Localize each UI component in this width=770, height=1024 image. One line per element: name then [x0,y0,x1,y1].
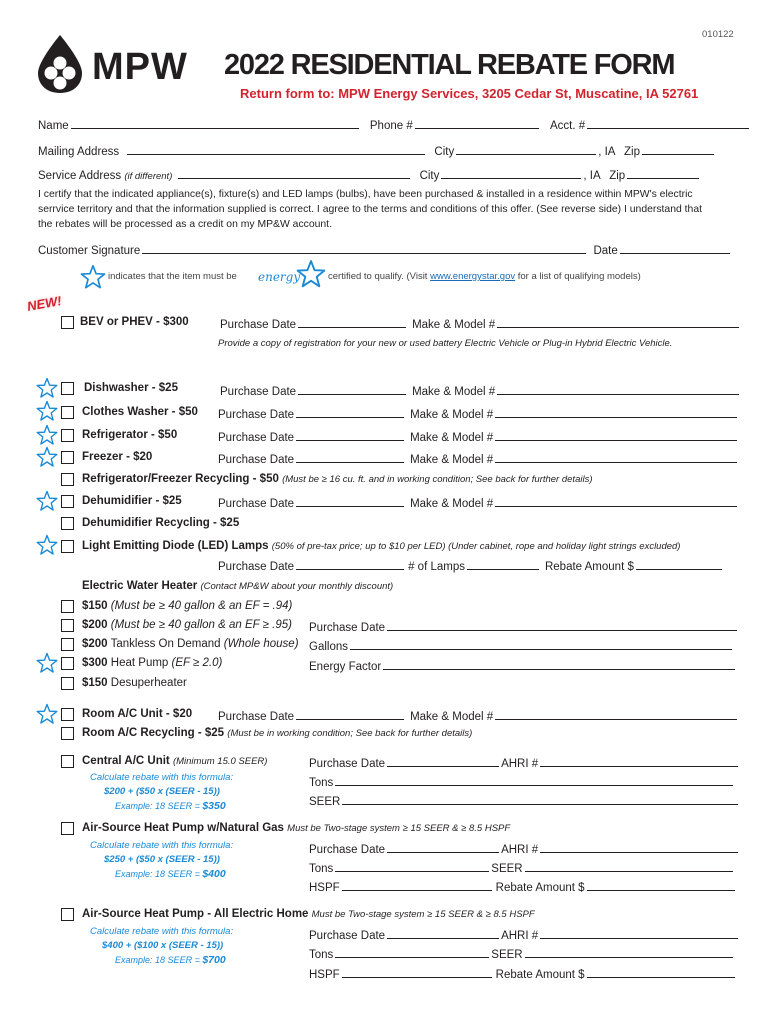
ewh-heading [82,580,393,592]
ewh-label: Electric Water Heater [82,580,198,592]
led-purchase-date-field[interactable] [296,558,404,570]
ashp-gas-ahri-field[interactable] [540,841,738,853]
tons-label: Tons [309,949,334,961]
central-ac-heading [82,755,267,767]
wh2-note: (Must be ≥ 40 gallon & an EF ≥ .95) [110,619,292,631]
service-field[interactable] [178,167,410,179]
city1-field[interactable] [456,143,596,155]
wh-desuperheater-checkbox[interactable] [61,677,74,690]
ashp-elec-formula-label: Calculate rebate with this formula: [90,926,234,937]
energy-star-icon [36,446,58,468]
ashp-gas-formula-label: Calculate rebate with this formula: [90,840,234,851]
central-ac-note: (Minimum 15.0 SEER) [172,756,268,767]
ashp-elec-example-value: $700 [202,954,226,966]
ashp-elec-hspf-field[interactable] [342,966,492,978]
seer-label: SEER [491,949,523,961]
led-label: Light Emitting Diode (LED) Lamps [82,540,269,552]
freezer-make-model-field[interactable] [495,451,737,463]
phone-label: Phone # [369,120,413,132]
purchase-date-label: Purchase Date [218,409,295,421]
mailing-label: Mailing Address [38,146,120,158]
date-label: Date [593,245,618,257]
ashp-elec-label: Air-Source Heat Pump - All Electric Home [82,908,309,920]
central-tons-field[interactable] [335,774,733,786]
example-seer: 18 SEER = [155,801,200,811]
make-model-label: Make & Model # [412,386,496,398]
make-model-label: Make & Model # [410,432,494,444]
make-model-label: Make & Model # [410,409,494,421]
washer-purchase-row [218,406,739,421]
signature-label: Customer Signature [38,245,141,257]
room-ac-purchase-row [218,708,739,723]
ashp-elec-hspf-row [309,966,737,981]
ahri-label: AHRI # [501,930,539,942]
energy-star-icon [80,264,106,290]
energy-star-icon [36,703,58,725]
wh1-note: (Must be ≥ 40 gallon & an EF = .94) [110,600,293,612]
acct-label: Acct. # [549,120,586,132]
washer-label: Clothes Washer - $50 [82,406,198,418]
purchase-date-label: Purchase Date [220,319,297,331]
acct-field[interactable] [587,117,749,129]
dehum-recycle-checkbox[interactable] [61,517,74,530]
recycle-checkbox[interactable] [61,473,74,486]
zip2-field[interactable] [627,167,699,179]
energy-star-logo-icon [296,259,326,289]
example-label: Example: [115,869,153,879]
new-badge: NEW! [25,293,63,314]
ashp-gas-rebate-field[interactable] [587,879,735,891]
mailing-row [38,143,716,158]
service-label: Service Address [38,170,122,182]
wh4-note: (EF ≥ 2.0) [171,657,223,669]
ashp-gas-purchase-date-field[interactable] [387,841,499,853]
ashp-gas-label: Air-Source Heat Pump w/Natural Gas [82,822,284,834]
fridge-purchase-row [218,429,739,444]
purchase-date-label: Purchase Date [218,498,295,510]
dehum-purchase-date-field[interactable] [296,495,404,507]
name-label: Name [38,120,69,132]
energy-note-post: for a list of qualifying models) [517,271,641,282]
energy-star-icon [36,424,58,446]
ashp-gas-heading [82,822,510,834]
central-purchase-date-field[interactable] [387,755,499,767]
led-row [82,540,680,552]
water-drop-logo-icon [34,33,94,95]
energy-note-line [328,271,641,282]
washer-make-model-field[interactable] [495,406,737,418]
example-seer: 18 SEER = [155,955,200,965]
wh-150-row [82,600,292,612]
bev-note: Provide a copy of registration for your new or used battery Electric Vehicle or Plug-in Hybrid Electric Vehicle. [218,338,673,349]
certify-line-3: the rebates will be processed as a credit on my MP&W account. [38,219,332,230]
wh-heatpump-checkbox[interactable] [61,657,74,670]
wh-150-checkbox[interactable] [61,600,74,613]
purchase-date-label: Purchase Date [218,432,295,444]
zip2-label: Zip [609,170,626,182]
fridge-purchase-date-field[interactable] [296,429,404,441]
room-ac-checkbox[interactable] [61,708,74,721]
return-address: Return form to: MPW Energy Services, 3205 Cedar St, Muscatine, IA 52761 [240,86,699,101]
ashp-gas-hspf-row [309,879,737,894]
wh-ef-row [309,658,737,673]
dehum-recycle-label: Dehumidifier Recycling - $25 [82,517,240,529]
led-rebate-amount-field[interactable] [636,558,722,570]
ia2-label: , IA [583,170,600,182]
form-code: 010122 [702,29,734,40]
service-note: (if different) [124,171,173,182]
gallons-label: Gallons [309,641,348,653]
energystar-link[interactable]: www.energystar.gov [430,271,516,282]
central-ac-checkbox[interactable] [61,755,74,768]
energy-note-mid: certified to qualify. (Visit [328,271,428,282]
freezer-purchase-date-field[interactable] [296,451,404,463]
ahri-label: AHRI # [501,758,539,770]
ashp-gas-tons-row [309,860,735,875]
ashp-elec-formula: $400 + ($100 x (SEER - 15)) [102,940,224,951]
rebate-amount-label: Rebate Amount $ [495,882,585,894]
energy-star-icon [36,377,58,399]
wh-gallons-row [309,638,734,653]
ashp-elec-rebate-field[interactable] [587,966,735,978]
tons-label: Tons [309,777,334,789]
wh3-amount: $200 [82,638,108,650]
fridge-make-model-field[interactable] [495,429,737,441]
dishwasher-label: Dishwasher - $25 [84,382,178,394]
wh3-text: Tankless On Demand [110,638,221,650]
ashp-gas-example [115,868,226,880]
freezer-checkbox[interactable] [61,451,74,464]
dehum-label: Dehumidifier - $25 [82,495,182,507]
hspf-label: HSPF [309,969,340,981]
page-title: 2022 RESIDENTIAL REBATE FORM [224,49,675,81]
energy-star-icon [36,490,58,512]
room-ac-recycle-label: Room A/C Recycling - $25 [82,727,225,739]
ashp-gas-tons-field[interactable] [335,860,489,872]
bev-purchase-row [220,316,741,331]
hspf-label: HSPF [309,882,340,894]
fridge-checkbox[interactable] [61,429,74,442]
central-seer-field[interactable] [342,793,738,805]
bev-make-model-field[interactable] [497,316,739,328]
ashp-gas-checkbox[interactable] [61,822,74,835]
make-model-label: Make & Model # [412,319,496,331]
city1-label: City [434,146,455,158]
city2-field[interactable] [441,167,581,179]
purchase-date-label: Purchase Date [218,711,295,723]
seer-label: SEER [309,796,341,808]
led-fields-row [218,558,724,573]
dehum-make-model-field[interactable] [495,495,737,507]
wh-purchase-date-row [309,619,739,634]
central-example-value: $350 [202,800,226,812]
central-formula: $200 + ($50 x (SEER - 15)) [104,786,220,797]
mailing-field[interactable] [127,143,425,155]
make-model-label: Make & Model # [410,498,494,510]
energy-star-icon [36,652,58,674]
central-tons-row [309,774,735,789]
wh-ef-field[interactable] [383,658,735,670]
seer-label: SEER [491,863,523,875]
dehum-checkbox[interactable] [61,495,74,508]
wh2-amount: $200 [82,619,108,631]
signature-field[interactable] [142,242,586,254]
recycle-row [82,473,593,485]
purchase-date-label: Purchase Date [220,386,297,398]
wh-tankless-checkbox[interactable] [61,638,74,651]
ashp-elec-heading [82,908,535,920]
ashp-elec-example [115,954,226,966]
tons-label: Tons [309,863,334,875]
washer-checkbox[interactable] [61,406,74,419]
recycle-note: (Must be ≥ 16 cu. ft. and in working condition; See back for further details) [282,474,593,485]
central-example [115,800,226,812]
rebate-amount-label: Rebate Amount $ [495,969,585,981]
dishwasher-purchase-row [220,383,741,398]
wh5-text: Desuperheater [110,677,187,689]
energy-star-icon [36,534,58,556]
zip1-label: Zip [624,146,641,158]
ewh-note: (Contact MP&W about your monthly discount) [200,581,394,592]
wh-200-checkbox[interactable] [61,619,74,632]
make-model-label: Make & Model # [410,454,494,466]
energy-logo-text: energy [258,270,301,284]
make-model-label: Make & Model # [410,711,494,723]
example-seer: 18 SEER = [155,869,200,879]
ashp-gas-note: Must be Two-stage system ≥ 15 SEER & ≥ 8.5 HSPF [287,823,511,834]
ashp-gas-purchase-row [309,841,740,856]
central-seer-row [309,793,740,808]
wh1-amount: $150 [82,600,108,612]
date-field[interactable] [620,242,730,254]
bev-label: BEV or PHEV - $300 [80,316,189,328]
purchase-date-label: Purchase Date [309,844,386,856]
central-formula-label: Calculate rebate with this formula: [90,772,234,783]
central-ac-label: Central A/C Unit [82,755,170,767]
wh-purchase-date-field[interactable] [387,619,737,631]
freezer-label: Freezer - $20 [82,451,153,463]
ashp-elec-tons-field[interactable] [335,946,489,958]
certification-text [38,187,702,232]
led-num-lamps-field[interactable] [467,558,539,570]
service-row [38,167,701,182]
fridge-label: Refrigerator - $50 [82,429,178,441]
bev-purchase-date-field[interactable] [298,316,406,328]
led-checkbox[interactable] [61,540,74,553]
logo-text: MPW [92,46,188,88]
ashp-gas-example-value: $400 [202,868,226,880]
signature-row [38,242,732,257]
zip1-field[interactable] [642,143,714,155]
wh-heatpump-row [82,657,222,669]
certify-line-1: I certify that the indicated appliance(s), fixture(s) and LED lamps (bulbs), have been purchased & installed in a residence within MPW's electric [38,189,693,200]
purchase-date-label: Purchase Date [309,622,386,634]
purchase-date-label: Purchase Date [309,758,386,770]
name-field[interactable] [71,117,359,129]
room-ac-recycle-checkbox[interactable] [61,727,74,740]
ashp-gas-seer-field[interactable] [525,860,733,872]
energy-factor-label: Energy Factor [309,661,382,673]
energy-star-icon [36,400,58,422]
purchase-date-label: Purchase Date [218,561,295,573]
ashp-gas-hspf-field[interactable] [342,879,492,891]
wh-gallons-field[interactable] [350,638,732,650]
name-row [38,117,751,132]
ashp-elec-ahri-field[interactable] [540,927,738,939]
purchase-date-label: Purchase Date [218,454,295,466]
ashp-elec-purchase-date-field[interactable] [387,927,499,939]
room-ac-purchase-date-field[interactable] [296,708,404,720]
central-ahri-field[interactable] [540,755,738,767]
wh-200-row [82,619,292,631]
central-purchase-row [309,755,740,770]
rebate-amount-label: Rebate Amount $ [544,561,634,573]
dishwasher-purchase-date-field[interactable] [298,383,406,395]
dishwasher-make-model-field[interactable] [497,383,739,395]
recycle-label: Refrigerator/Freezer Recycling - $50 [82,473,279,485]
example-label: Example: [115,801,153,811]
dehum-purchase-row [218,495,739,510]
num-lamps-label: # of Lamps [408,561,465,573]
energy-note-pre: indicates that the item must be [108,271,237,282]
ashp-elec-checkbox[interactable] [61,908,74,921]
ashp-elec-tons-row [309,946,735,961]
room-ac-label: Room A/C Unit - $20 [82,708,193,720]
example-label: Example: [115,955,153,965]
wh5-amount: $150 [82,677,108,689]
wh4-text: Heat Pump [110,657,169,669]
washer-purchase-date-field[interactable] [296,406,404,418]
ashp-elec-purchase-row [309,927,740,942]
freezer-purchase-row [218,451,739,466]
ia1-label: , IA [598,146,615,158]
dishwasher-checkbox[interactable] [61,382,74,395]
room-ac-recycle-note: (Must be in working condition; See back for further details) [227,728,473,739]
certify-line-2: serrvice territory and that the information supplied is correct. I agree to the terms and conditions of this offer. (See reverse side) I understand that [38,204,702,215]
wh3-note: (Whole house) [223,638,299,650]
city2-label: City [419,170,440,182]
bev-checkbox[interactable] [61,316,74,329]
wh4-amount: $300 [82,657,108,669]
wh-desuperheater-row [82,677,187,689]
ashp-elec-note: Must be Two-stage system ≥ 15 SEER & ≥ 8.5 HSPF [311,909,535,920]
ashp-gas-formula: $250 + ($50 x (SEER - 15)) [104,854,220,865]
wh-tankless-row [82,638,299,650]
led-note: (50% of pre-tax price; up to $10 per LED) (Under cabinet, rope and holiday light strings excluded) [271,541,681,552]
purchase-date-label: Purchase Date [309,930,386,942]
room-ac-recycle-row [82,727,472,739]
ashp-elec-seer-field[interactable] [525,946,733,958]
room-ac-make-model-field[interactable] [495,708,737,720]
phone-field[interactable] [415,117,539,129]
ahri-label: AHRI # [501,844,539,856]
